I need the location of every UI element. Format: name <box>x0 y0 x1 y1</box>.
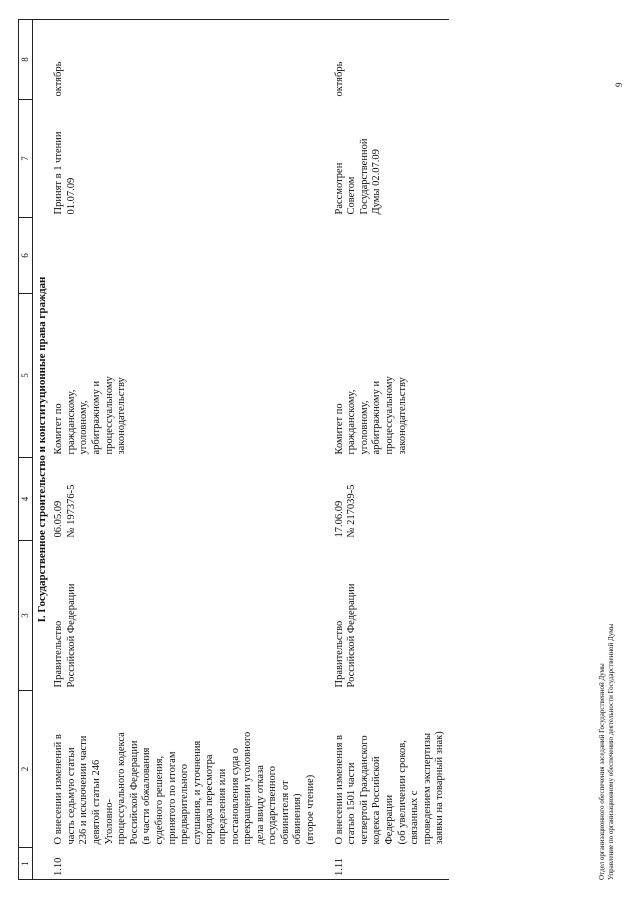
column-number-row <box>19 20 33 880</box>
section-row <box>33 20 52 880</box>
bill-status: Принят в 1 чтении 01.07.09 <box>53 131 77 215</box>
bill-author: Правительство Российской Федерации <box>53 583 77 688</box>
col-header-1: 1 <box>19 848 33 880</box>
bill-title: О внесении изменения в статью 1501 части четвертой Гражданского кодекса Российской Федерации (об увеличении сроков, связанных с проведением экспертизы заявки на товарный знак) <box>333 731 446 845</box>
footer-directorate: Управление по организационному обеспечению деятельности Государственной Думы <box>607 623 616 880</box>
page-number: 9 <box>614 82 624 87</box>
col-header-4: 4 <box>19 458 33 541</box>
col-header-8: 8 <box>19 20 33 100</box>
row-number: 1.10 <box>51 848 319 880</box>
col-header-2: 2 <box>19 691 33 848</box>
footer-department: Отдел организационного обеспечения заседаний Государственной Думы <box>598 663 606 880</box>
col-header-6: 6 <box>19 218 33 294</box>
section-title: I. Государственное строительство и конституционные права граждан <box>33 20 52 880</box>
col-header-3: 3 <box>19 541 33 691</box>
responsible-committee: Комитет по гражданскому, уголовному, арбитражному и процессуальному законодательству <box>53 376 128 455</box>
col-header-5: 5 <box>19 294 33 458</box>
page-footer <box>598 624 616 880</box>
responsible-committee: Комитет по гражданскому, уголовному, арбитражному и процессуальному законодательству <box>333 376 408 455</box>
bill-status: Рассмотрен Советом Государственной Думы 02.07.09 <box>333 138 383 215</box>
table-row <box>51 20 319 880</box>
registration-info: 06.05.09 № 197376-5 <box>53 484 77 538</box>
registration-info: 17.06.09 № 217039-5 <box>333 484 358 538</box>
col-header-7: 7 <box>19 100 33 218</box>
planned-term: октябрь <box>51 20 319 100</box>
schedule-table <box>18 19 449 880</box>
bill-title: О внесении изменений в часть седьмую статьи 236 и исключении части девятой статьи 246 Уголовно- процессуального кодекса Российской Федерации (в части обжалования судебного решения, принятого по итогам предварительного слушания, и уточнения порядка пересмотра определения или постановления суда о прекращении уголовного дела ввиду отказа государственного обвинителя от обвинения) (второе чтение) <box>53 731 317 845</box>
bill-author: Правительство Российской Федерации <box>333 583 358 688</box>
table-row <box>320 20 449 880</box>
row-number: 1.11 <box>320 848 449 880</box>
col6-cell <box>51 218 319 294</box>
col6-cell <box>320 218 449 294</box>
planned-term: октябрь <box>320 20 449 100</box>
